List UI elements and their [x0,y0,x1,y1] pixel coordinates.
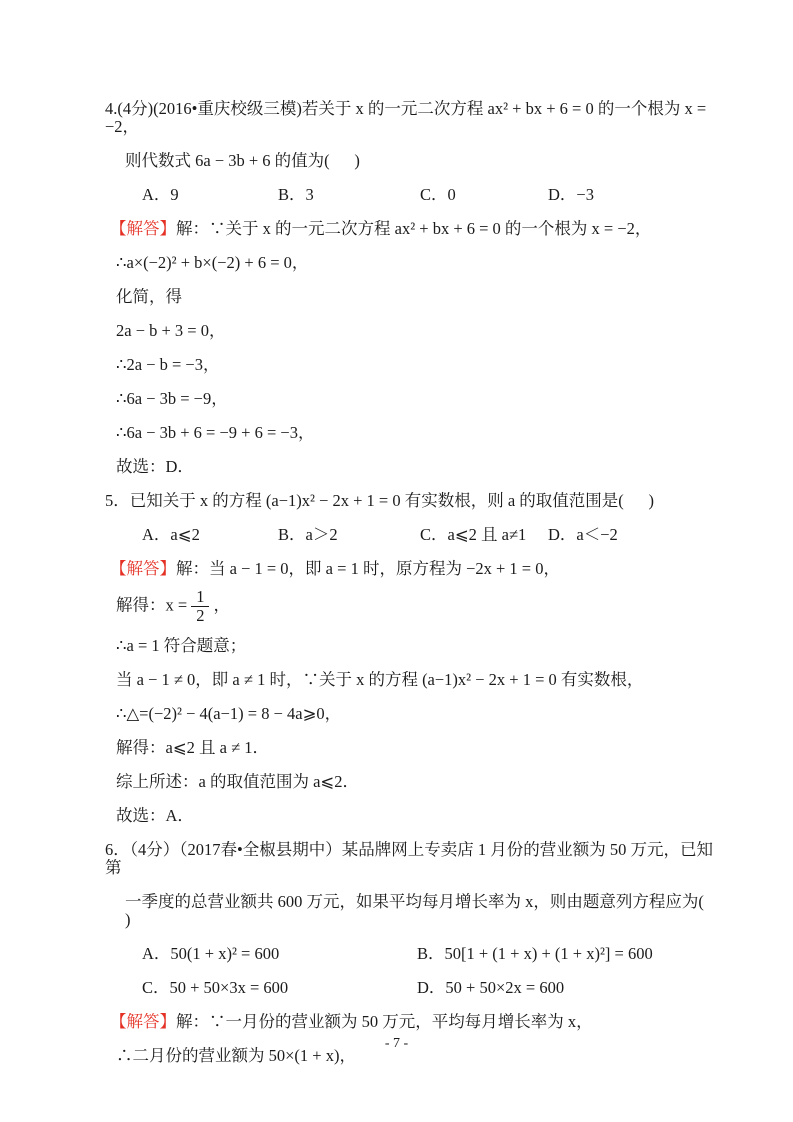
answer-label: 【解答】 [110,559,176,578]
option-4c: C．0 [420,185,456,204]
solution-line: ∴a = 1 符合题意； [116,636,247,655]
option-5d: D．a＜−2 [548,525,618,544]
question-5-stem: 5．已知关于 x 的方程 (a−1)x² − 2x + 1 = 0 有实数根，则 a 的取值范围是( ) [105,491,655,510]
solution-line [110,560,718,578]
fraction-suffix: ， [213,595,230,615]
page-content [100,99,729,1081]
solution-intro-text: 解：∵一月份的营业额为 50 万元，平均每月增长率为 x， [176,1012,593,1031]
fraction-prefix: 解得：x = [116,595,188,615]
solution-intro-text: 解：当 a − 1 = 0，即 a = 1 时，原方程为 −2x + 1 = 0， [176,559,560,578]
fraction-numerator: 1 [191,588,209,607]
question-4-options-row [142,186,718,204]
solution-intro-text: 解：∵关于 x 的一元二次方程 ax² + bx + 6 = 0 的一个根为 x = −2， [176,219,652,238]
solution-line: ∴6a − 3b = −9， [116,389,228,408]
solution-line: ∴a×(−2)² + b×(−2) + 6 = 0， [116,253,309,272]
question-6-options-row-1 [142,945,718,963]
question-4-stem-line-2: 则代数式 6a − 3b + 6 的值为( ) [125,151,360,170]
solution-line [110,1013,718,1031]
solution-line: ∴2a − b = −3， [116,355,220,374]
answer-choice-line: 故选：D． [116,457,194,476]
option-4a: A．9 [142,185,179,204]
option-6a: A．50(1 + x)² = 600 [142,944,280,963]
question-4-stem-line-1: 4.(4分)(2016•重庆校级三模)若关于 x 的一元二次方程 ax² + bx + 6 = 0 的一个根为 x = −2， [105,99,711,136]
answer-label: 【解答】 [110,219,176,238]
solution-line: ∴二月份的营业额为 50×(1 + x)， [116,1046,356,1065]
solution-line: ∴6a − 3b + 6 = −9 + 6 = −3， [116,423,315,442]
question-6-stem-line-1: 6．（4分）（2017春•全椒县期中）某品牌网上专卖店 1 月份的营业额为 50 万元，已知第 [105,840,714,877]
option-5a: A．a⩽2 [142,525,200,544]
solution-line: 解得：a⩽2 且 a ≠ 1． [116,738,270,757]
solution-line: 综上所述：a 的取值范围为 a⩽2． [116,772,359,791]
option-5b: B．a＞2 [278,525,338,544]
solution-line [110,220,718,238]
option-6b: B．50[1 + (1 + x) + (1 + x)²] = 600 [417,944,653,963]
option-5c: C．a⩽2 且 a≠1 [420,525,527,544]
answer-choice-line: 故选：A． [116,806,194,825]
option-6c: C．50 + 50×3x = 600 [142,978,289,997]
solution-line: ∴△=(−2)² − 4(a−1) = 8 − 4a⩾0， [116,704,342,723]
solution-line: 当 a − 1 ≠ 0，即 a ≠ 1 时，∵关于 x 的方程 (a−1)x² − 2x + 1 = 0 有实数根， [116,670,644,689]
solution-line: 2a − b + 3 = 0， [116,321,226,340]
solution-fraction-line [116,588,718,625]
option-4b: B．3 [278,185,314,204]
answer-label: 【解答】 [110,1012,176,1031]
fraction [191,588,209,625]
question-5-options-row [142,526,718,544]
solution-line: 化简，得 [116,287,182,306]
option-6d: D．50 + 50×2x = 600 [417,978,565,997]
option-4d: D．−3 [548,185,594,204]
page-number: - 7 - [384,1036,409,1051]
question-6-stem-line-2: 一季度的总营业额共 600 万元，如果平均每月增长率为 x，则由题意列方程应为( ) [125,892,729,929]
fraction-denominator: 2 [196,606,205,625]
question-6-options-row-2 [142,979,718,997]
